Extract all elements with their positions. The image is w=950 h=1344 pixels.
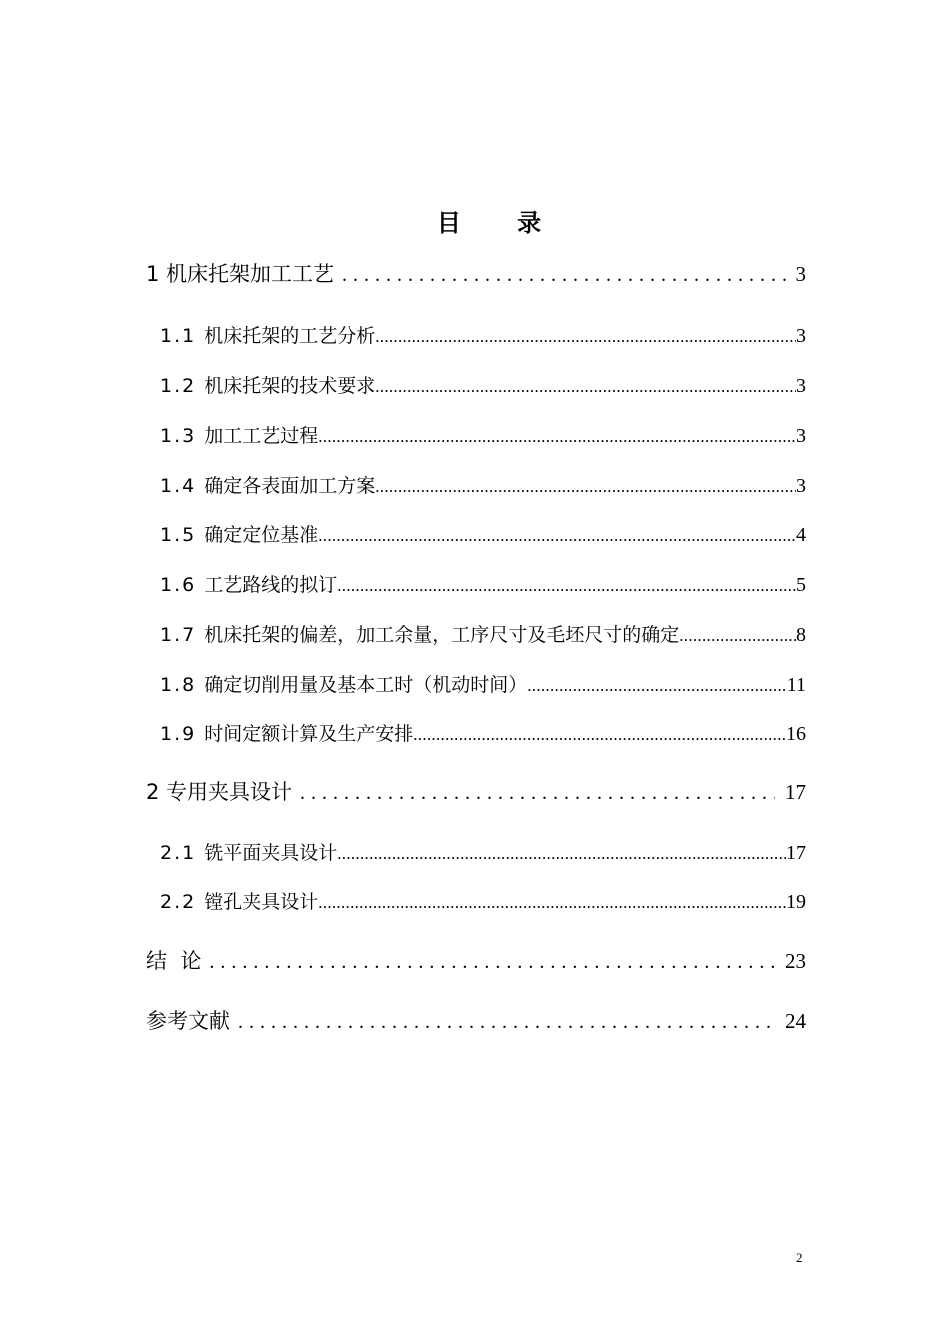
toc-entry-page: 11 (786, 674, 806, 696)
toc-entry-page: 3 (796, 375, 806, 397)
toc-entry-2-2[interactable] (160, 887, 806, 914)
toc-entry-page: 3 (796, 425, 806, 447)
toc-entry-1-4[interactable] (160, 471, 806, 498)
toc-entry-page: 23 (785, 949, 806, 973)
toc-entry-number: 1.4 (160, 475, 197, 497)
toc-entry-page: 3 (796, 475, 806, 497)
toc-entry-page: 19 (786, 891, 806, 913)
toc-entry-label: 机床托架的工艺分析 (204, 325, 376, 347)
toc-entry-label: 工艺路线的拟订 (204, 574, 338, 596)
dot-leader (375, 327, 796, 347)
toc-entry-page: 17 (785, 780, 806, 804)
toc-entry-2-1[interactable] (160, 838, 806, 865)
toc-entry-label: 参考文献 (146, 1009, 230, 1033)
toc-entry-label: 确定切削用量及基本工时（机动时间） (204, 674, 528, 696)
toc-entry-label: 2 专用夹具设计 (146, 780, 293, 804)
toc-entry-1-5[interactable] (160, 520, 806, 547)
toc-entry-number: 1.2 (160, 375, 197, 397)
toc-entry-label: 1 机床托架加工工艺 (146, 262, 335, 286)
toc-entry-page: 17 (786, 842, 806, 864)
toc-entry-number: 1.3 (160, 425, 197, 447)
toc-entry-page: 8 (796, 624, 806, 646)
toc-entry-label: 加工工艺过程 (204, 425, 319, 447)
toc-entry-number: 1.5 (160, 524, 197, 546)
dot-leader (375, 477, 796, 497)
toc-entry-page: 3 (796, 325, 806, 347)
toc-entry-1-1[interactable] (160, 321, 806, 348)
toc-entry-page: 24 (785, 1009, 806, 1033)
toc-entry-label: 确定各表面加工方案 (204, 475, 376, 497)
toc-entry-chapter-1[interactable] (146, 258, 806, 288)
toc-entry-label: 确定定位基准 (204, 524, 319, 546)
toc-entry-references[interactable] (146, 1005, 806, 1035)
toc-entry-number: 2.1 (160, 842, 197, 864)
toc-title: 目 录 (436, 209, 566, 237)
toc-entry-conclusion[interactable] (146, 945, 806, 975)
toc-entry-page: 16 (786, 723, 806, 745)
dot-leader (679, 626, 796, 646)
dot-leader (342, 264, 785, 287)
dot-leader (527, 676, 787, 696)
toc-entry-number: 1.8 (160, 674, 197, 696)
toc-entry-number: 1.6 (160, 574, 197, 596)
toc-entry-page: 5 (796, 574, 806, 596)
toc-entry-1-6[interactable] (160, 570, 806, 597)
dot-leader (300, 782, 775, 805)
dot-leader (413, 725, 786, 745)
toc-entry-number: 1.9 (160, 723, 197, 745)
toc-entry-page: 3 (795, 262, 806, 286)
toc-entry-label: 铣平面夹具设计 (204, 842, 338, 864)
dot-leader (318, 893, 786, 913)
dot-leader (375, 377, 796, 397)
toc-entry-label: 镗孔夹具设计 (204, 891, 319, 913)
dot-leader (238, 1011, 775, 1034)
toc-entry-chapter-2[interactable] (146, 776, 806, 806)
toc-entry-label: 机床托架的偏差，加工余量，工序尺寸及毛坯尺寸的确定 (204, 624, 680, 646)
dot-leader (209, 951, 775, 974)
toc-entry-label: 时间定额计算及生产安排 (204, 723, 414, 745)
toc-entry-1-8[interactable] (160, 670, 806, 697)
toc-entry-label: 机床托架的技术要求 (204, 375, 376, 397)
dot-leader (337, 844, 786, 864)
toc-entry-1-2[interactable] (160, 371, 806, 398)
dot-leader (318, 427, 796, 447)
dot-leader (318, 526, 796, 546)
toc-entry-page: 4 (796, 524, 806, 546)
page-number: 2 (796, 1250, 803, 1265)
toc-entry-number: 1.1 (160, 325, 197, 347)
dot-leader (337, 576, 796, 596)
toc-entry-1-7[interactable] (160, 620, 806, 647)
toc-entry-1-9[interactable] (160, 719, 806, 746)
toc-entry-label: 结 论 (146, 949, 202, 973)
toc-entry-number: 1.7 (160, 624, 197, 646)
toc-entry-number: 2.2 (160, 891, 197, 913)
toc-entry-1-3[interactable] (160, 421, 806, 448)
